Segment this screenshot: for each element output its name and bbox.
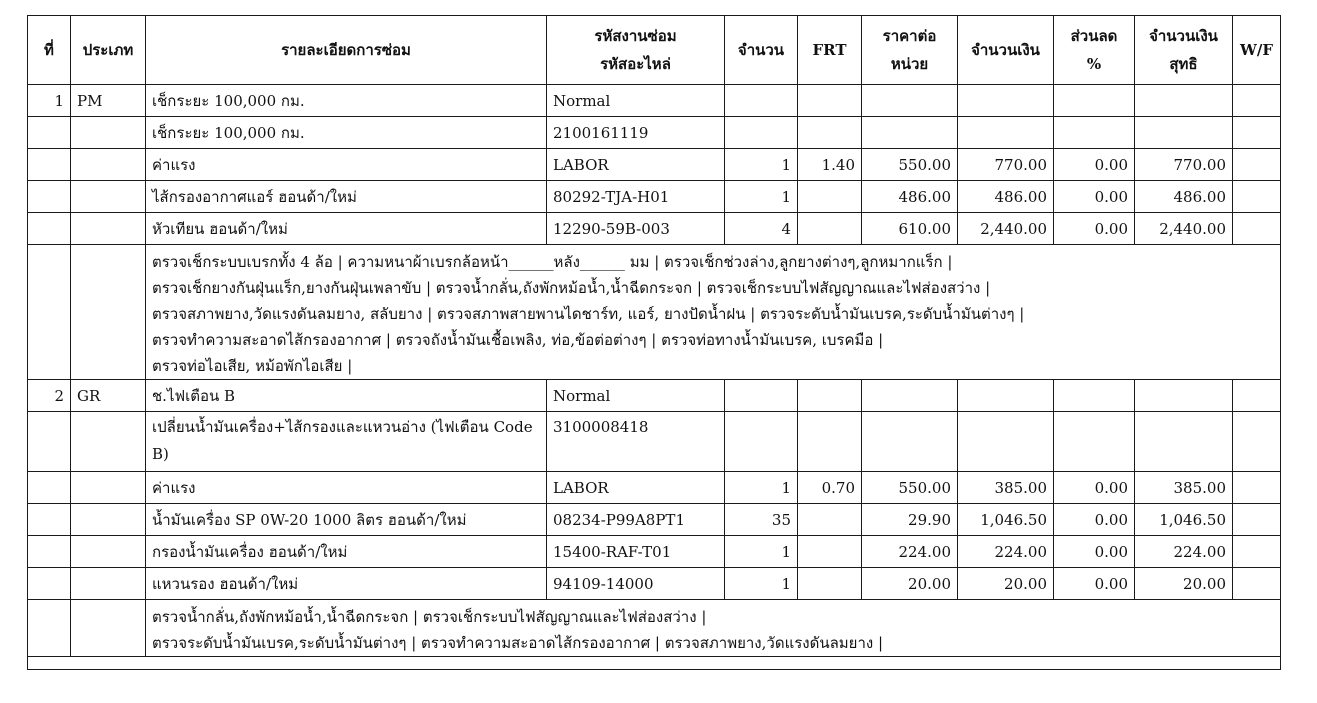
cell-amount <box>958 412 1054 472</box>
cell-frt <box>798 181 862 213</box>
cell-type <box>71 504 146 536</box>
cell-wf <box>1233 412 1281 472</box>
cell-desc: กรองน้ำมันเครื่อง ฮอนด้า/ใหม่ <box>146 536 547 568</box>
table-row <box>28 149 1281 181</box>
cell-desc: เปลี่ยนน้ำมันเครื่อง+ไส้กรองและแหวนอ่าง (ไฟเตือน Code B) <box>146 412 547 472</box>
cell-type <box>71 412 146 472</box>
cell-wf <box>1233 504 1281 536</box>
cell-discount: 0.00 <box>1054 181 1135 213</box>
cell-desc: น้ำมันเครื่อง SP 0W-20 1000 ลิตร ฮอนด้า/ใหม่ <box>146 504 547 536</box>
cell-no <box>28 213 71 245</box>
cell-frt: 1.40 <box>798 149 862 181</box>
cell-net: 224.00 <box>1135 536 1233 568</box>
cell-no <box>28 245 71 380</box>
cell-net: 1,046.50 <box>1135 504 1233 536</box>
cell-discount <box>1054 117 1135 149</box>
cell-amount: 1,046.50 <box>958 504 1054 536</box>
cell-type <box>71 600 146 657</box>
inspection-notes-row <box>28 600 1281 657</box>
col-header-qty: จำนวน <box>725 16 798 85</box>
cell-no <box>28 149 71 181</box>
cell-code: Normal <box>547 380 725 412</box>
cell-qty: 1 <box>725 149 798 181</box>
cell-discount: 0.00 <box>1054 568 1135 600</box>
cell-code: LABOR <box>547 149 725 181</box>
cell-unit-price: 550.00 <box>862 472 958 504</box>
table-row-continuation <box>28 657 1281 670</box>
cell-discount: 0.00 <box>1054 504 1135 536</box>
cell-type <box>71 181 146 213</box>
cell-frt <box>798 504 862 536</box>
cell-no <box>28 472 71 504</box>
cell-qty <box>725 380 798 412</box>
cell-type <box>71 568 146 600</box>
cell-frt: 0.70 <box>798 472 862 504</box>
table-row <box>28 380 1281 412</box>
cell-qty <box>725 412 798 472</box>
cell-no <box>28 536 71 568</box>
cell-no <box>28 412 71 472</box>
cell-qty <box>725 117 798 149</box>
cell-code: 15400-RAF-T01 <box>547 536 725 568</box>
table-row <box>28 213 1281 245</box>
table-row <box>28 536 1281 568</box>
cell-net: 486.00 <box>1135 181 1233 213</box>
inspection-notes <box>146 600 1281 657</box>
cell-net <box>1135 117 1233 149</box>
cell-no <box>28 600 71 657</box>
cell-frt <box>798 536 862 568</box>
cell-code: 80292-TJA-H01 <box>547 181 725 213</box>
cell-amount <box>958 117 1054 149</box>
cell-amount: 770.00 <box>958 149 1054 181</box>
cell-unit-price: 20.00 <box>862 568 958 600</box>
cell-code: 08234-P99A8PT1 <box>547 504 725 536</box>
col-header-no: ที่ <box>28 16 71 85</box>
table-row <box>28 568 1281 600</box>
cell-qty: 35 <box>725 504 798 536</box>
cell-frt <box>798 380 862 412</box>
cell-qty: 1 <box>725 181 798 213</box>
note-line: ตรวจระดับน้ำมันเบรค,ระดับน้ำมันต่างๆ | ตรวจทำความสะอาดไส้กรองอากาศ | ตรวจสภาพยาง,วัดแรงดันลมยาง | <box>152 634 884 652</box>
cell-type: PM <box>71 85 146 117</box>
col-header-code: รหัสงานซ่อม รหัสอะไหล่ <box>547 16 725 85</box>
cell-wf <box>1233 536 1281 568</box>
table-row <box>28 504 1281 536</box>
note-line: ตรวจเช็กยางกันฝุ่นแร็ก,ยางกันฝุ่นเพลาขับ | ตรวจน้ำกลั่น,ถังพักหม้อน้ำ,น้ำฉีดกระจก | ตรวจเช็กระบบไฟสัญญาณและไฟส่องสว่าง | <box>152 279 991 297</box>
cell-desc: ไส้กรองอากาศแอร์ ฮอนด้า/ใหม่ <box>146 181 547 213</box>
note-line: ตรวจเช็กระบบเบรกทั้ง 4 ล้อ | ความหนาผ้าเบรกล้อหน้า______หลัง______ มม | ตรวจเช็กช่วงล่าง,ลูกยางต่างๆ,ลูกหมากแร็ก | <box>152 253 953 271</box>
cell-type <box>71 213 146 245</box>
cell-net <box>1135 412 1233 472</box>
cell-net: 2,440.00 <box>1135 213 1233 245</box>
cell-frt <box>798 213 862 245</box>
cell-frt <box>798 412 862 472</box>
cell-net: 770.00 <box>1135 149 1233 181</box>
cell-qty: 1 <box>725 472 798 504</box>
cell-unit-price: 224.00 <box>862 536 958 568</box>
cell-unit-price: 486.00 <box>862 181 958 213</box>
col-header-amount: จำนวนเงิน <box>958 16 1054 85</box>
col-header-net: จำนวนเงิน สุทธิ <box>1135 16 1233 85</box>
col-header-frt: FRT <box>798 16 862 85</box>
table-row <box>28 472 1281 504</box>
cell-no <box>28 568 71 600</box>
cell-no: 2 <box>28 380 71 412</box>
cell-unit-price <box>862 380 958 412</box>
cell-amount: 224.00 <box>958 536 1054 568</box>
cell-code: Normal <box>547 85 725 117</box>
cell-wf <box>1233 181 1281 213</box>
cell-desc: ช.ไฟเตือน B <box>146 380 547 412</box>
cell-net <box>1135 380 1233 412</box>
note-line: ตรวจทำความสะอาดไส้กรองอากาศ | ตรวจถังน้ำมันเชื้อเพลิง, ท่อ,ข้อต่อต่างๆ | ตรวจท่อทางน้ำมันเบรค, เบรคมือ | <box>152 331 884 349</box>
cell-discount: 0.00 <box>1054 536 1135 568</box>
cell-wf <box>1233 149 1281 181</box>
cell-amount <box>958 85 1054 117</box>
cell-type <box>71 536 146 568</box>
cell-code: LABOR <box>547 472 725 504</box>
cell-frt <box>798 85 862 117</box>
cell-amount: 486.00 <box>958 181 1054 213</box>
table-row <box>28 181 1281 213</box>
note-line: ตรวจท่อไอเสีย, หม้อพักไอเสีย | <box>152 357 353 375</box>
cell-desc: เช็กระยะ 100,000 กม. <box>146 85 547 117</box>
cell-desc: ค่าแรง <box>146 472 547 504</box>
table-header <box>28 16 1281 85</box>
cell-wf <box>1233 213 1281 245</box>
cell-desc: เช็กระยะ 100,000 กม. <box>146 117 547 149</box>
cell-unit-price: 29.90 <box>862 504 958 536</box>
cell-discount <box>1054 412 1135 472</box>
cell-wf <box>1233 380 1281 412</box>
cell-frt <box>798 568 862 600</box>
cell-net: 20.00 <box>1135 568 1233 600</box>
cell-amount: 385.00 <box>958 472 1054 504</box>
cell-amount: 20.00 <box>958 568 1054 600</box>
cell-discount: 0.00 <box>1054 472 1135 504</box>
col-header-detail: รายละเอียดการซ่อม <box>146 16 547 85</box>
cell-no <box>28 504 71 536</box>
cell-wf <box>1233 568 1281 600</box>
cell-wf <box>1233 85 1281 117</box>
col-header-type: ประเภท <box>71 16 146 85</box>
cell-qty: 4 <box>725 213 798 245</box>
cell-type <box>71 149 146 181</box>
col-header-wf: W/F <box>1233 16 1281 85</box>
cell-discount <box>1054 85 1135 117</box>
cell-code: 2100161119 <box>547 117 725 149</box>
cell-discount <box>1054 380 1135 412</box>
cell-wf <box>1233 117 1281 149</box>
inspection-notes <box>146 245 1281 380</box>
note-line: ตรวจสภาพยาง,วัดแรงดันลมยาง, สลับยาง | ตรวจสภาพสายพานไดชาร์ท, แอร์, ยางปัดน้ำฝน | ตรวจระดับน้ำมันเบรค,ระดับน้ำมันต่างๆ | <box>152 305 1025 323</box>
cell-desc: ค่าแรง <box>146 149 547 181</box>
cell-unit-price <box>862 117 958 149</box>
note-line: ตรวจน้ำกลั่น,ถังพักหม้อน้ำ,น้ำฉีดกระจก | ตรวจเช็กระบบไฟสัญญาณและไฟส่องสว่าง | <box>152 608 707 626</box>
cell-code: 12290-59B-003 <box>547 213 725 245</box>
cell-amount <box>958 380 1054 412</box>
cell-type <box>71 472 146 504</box>
cell-discount: 0.00 <box>1054 149 1135 181</box>
cell-unit-price <box>862 412 958 472</box>
cell-no <box>28 181 71 213</box>
col-header-unit-price: ราคาต่อ หน่วย <box>862 16 958 85</box>
inspection-notes-row <box>28 245 1281 380</box>
table-row <box>28 412 1281 472</box>
cell-code: 94109-14000 <box>547 568 725 600</box>
col-header-discount: ส่วนลด % <box>1054 16 1135 85</box>
cell-wf <box>1233 472 1281 504</box>
cell-net <box>1135 85 1233 117</box>
cell-no: 1 <box>28 85 71 117</box>
cell-qty <box>725 85 798 117</box>
table-row <box>28 85 1281 117</box>
cell-desc: หัวเทียน ฮอนด้า/ใหม่ <box>146 213 547 245</box>
cell-empty <box>28 657 1281 670</box>
cell-qty: 1 <box>725 536 798 568</box>
cell-code: 3100008418 <box>547 412 725 472</box>
table-row <box>28 117 1281 149</box>
cell-desc: แหวนรอง ฮอนด้า/ใหม่ <box>146 568 547 600</box>
cell-unit-price: 610.00 <box>862 213 958 245</box>
cell-net: 385.00 <box>1135 472 1233 504</box>
cell-qty: 1 <box>725 568 798 600</box>
cell-no <box>28 117 71 149</box>
cell-discount: 0.00 <box>1054 213 1135 245</box>
cell-type <box>71 117 146 149</box>
cell-unit-price: 550.00 <box>862 149 958 181</box>
cell-frt <box>798 117 862 149</box>
cell-amount: 2,440.00 <box>958 213 1054 245</box>
cell-unit-price <box>862 85 958 117</box>
repair-items-table <box>27 15 1281 670</box>
cell-type <box>71 245 146 380</box>
cell-type: GR <box>71 380 146 412</box>
